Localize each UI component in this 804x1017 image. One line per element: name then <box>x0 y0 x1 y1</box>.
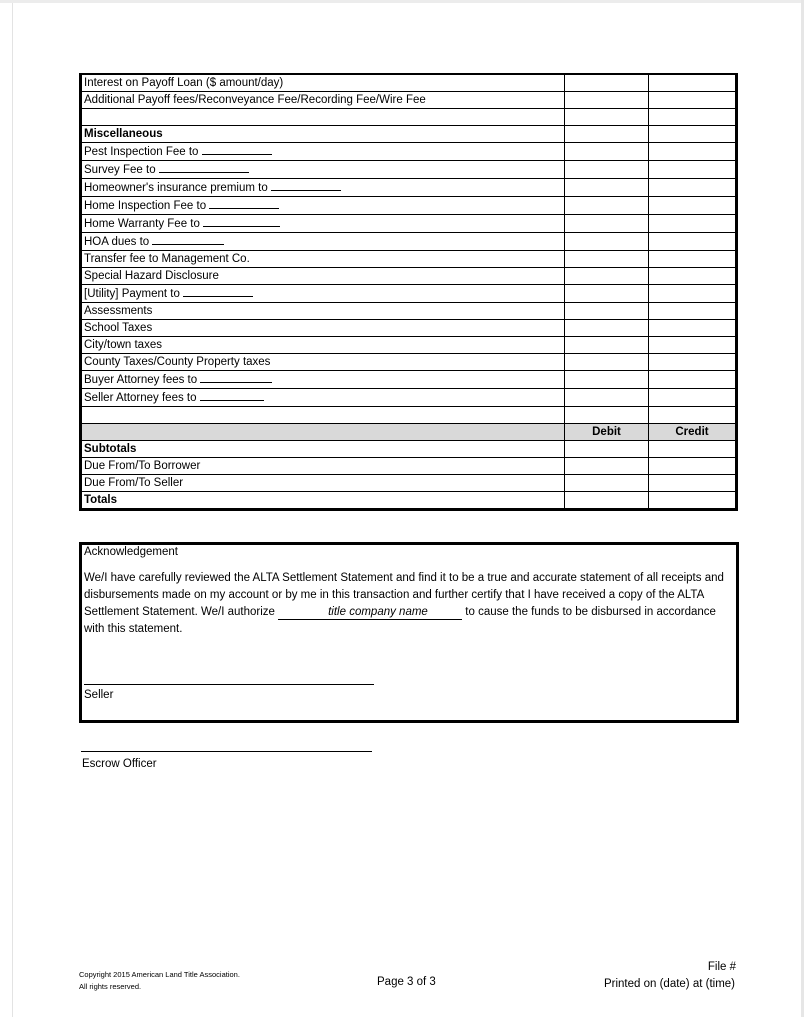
item-label: Home Warranty Fee to <box>84 218 204 230</box>
due-seller-label: Due From/To Seller <box>81 475 565 492</box>
list-item <box>81 285 565 303</box>
credit-cell <box>649 441 737 458</box>
list-item <box>81 179 565 197</box>
list-item <box>81 389 565 407</box>
credit-cell <box>649 197 737 215</box>
blank-cell <box>81 109 565 126</box>
credit-cell <box>649 215 737 233</box>
table-row <box>81 441 737 458</box>
credit-cell <box>649 74 737 92</box>
list-item: County Taxes/County Property taxes <box>81 354 565 371</box>
credit-cell <box>649 285 737 303</box>
credit-cell <box>649 475 737 492</box>
table-row <box>81 126 737 143</box>
debit-cell <box>565 126 649 143</box>
table-row <box>81 109 737 126</box>
debit-credit-header-row <box>81 424 737 441</box>
debit-cell <box>565 492 649 510</box>
item-label: HOA dues to <box>84 236 153 248</box>
header-blank <box>81 424 565 441</box>
list-item <box>81 233 565 251</box>
fill-in-blank <box>183 285 253 297</box>
rights-line: All rights reserved. <box>79 982 142 991</box>
debit-cell <box>565 233 649 251</box>
acknowledgement-text-part1: We/I have carefully reviewed the ALTA Settlement Statement and find it to be a true and accurate statement of all receipts and disbursements made on my account or by me in this transaction and further certify that I have received a copy of the ALTA Settlement Statement. We/I authorize <box>84 572 724 618</box>
credit-cell <box>649 161 737 179</box>
credit-cell <box>649 233 737 251</box>
title-company-name-field: title company name <box>278 606 462 620</box>
item-label: Homeowner's insurance premium to <box>84 182 271 194</box>
list-item <box>81 161 565 179</box>
debit-cell <box>565 371 649 389</box>
table-row <box>81 215 737 233</box>
copyright-line: Copyright 2015 American Land Title Association. <box>79 970 240 979</box>
table-row <box>81 92 737 109</box>
page-edge-left <box>12 3 13 1017</box>
totals-label: Totals <box>81 492 565 510</box>
item-label: Pest Inspection Fee to <box>84 146 202 158</box>
escrow-signature-line <box>81 751 372 752</box>
debit-cell <box>565 268 649 285</box>
item-label: [Utility] Payment to <box>84 288 184 300</box>
list-item: City/town taxes <box>81 337 565 354</box>
table-row <box>81 233 737 251</box>
subtotals-label: Subtotals <box>81 441 565 458</box>
list-item <box>81 371 565 389</box>
section-header-miscellaneous: Miscellaneous <box>81 126 565 143</box>
debit-cell <box>565 320 649 337</box>
blank-cell <box>81 407 565 424</box>
credit-cell <box>649 458 737 475</box>
table-row <box>81 320 737 337</box>
table-row <box>81 354 737 371</box>
debit-cell <box>565 197 649 215</box>
debit-cell <box>565 74 649 92</box>
printed-on-label: Printed on (date) at (time) <box>603 978 735 990</box>
debit-cell <box>565 475 649 492</box>
credit-cell <box>649 407 737 424</box>
page-number: Page 3 of 3 <box>377 976 436 988</box>
debit-cell <box>565 285 649 303</box>
credit-cell <box>649 492 737 510</box>
list-item: School Taxes <box>81 320 565 337</box>
debit-cell <box>565 441 649 458</box>
list-item: Special Hazard Disclosure <box>81 268 565 285</box>
debit-cell <box>565 354 649 371</box>
fill-in-blank <box>209 197 279 209</box>
fill-in-blank <box>203 215 280 227</box>
debit-cell <box>565 458 649 475</box>
credit-cell <box>649 371 737 389</box>
item-label: Buyer Attorney fees to <box>84 374 201 386</box>
table-row <box>81 285 737 303</box>
table-row <box>81 268 737 285</box>
due-borrower-label: Due From/To Borrower <box>81 458 565 475</box>
escrow-officer-label: Escrow Officer <box>82 758 157 770</box>
debit-cell <box>565 251 649 268</box>
fill-in-blank <box>202 143 272 155</box>
list-item <box>81 197 565 215</box>
table-row <box>81 74 737 92</box>
debit-cell <box>565 407 649 424</box>
credit-cell <box>649 320 737 337</box>
debit-cell <box>565 303 649 320</box>
credit-cell <box>649 92 737 109</box>
credit-cell <box>649 179 737 197</box>
table-row <box>81 161 737 179</box>
seller-label: Seller <box>84 689 114 701</box>
credit-cell <box>649 303 737 320</box>
credit-cell <box>649 109 737 126</box>
page-edge-top <box>0 0 804 3</box>
list-item: Transfer fee to Management Co. <box>81 251 565 268</box>
list-item <box>81 215 565 233</box>
table-row <box>81 458 737 475</box>
credit-cell <box>649 268 737 285</box>
table-row <box>81 371 737 389</box>
payoff-interest-label: Interest on Payoff Loan ($ amount/day) <box>81 74 565 92</box>
fill-in-blank <box>152 233 224 245</box>
table-row <box>81 251 737 268</box>
table-row <box>81 337 737 354</box>
debit-cell <box>565 109 649 126</box>
seller-signature-line <box>84 684 374 685</box>
debit-header: Debit <box>565 424 649 441</box>
table-row <box>81 407 737 424</box>
credit-header: Credit <box>649 424 737 441</box>
acknowledgement-box <box>79 542 739 723</box>
credit-cell <box>649 337 737 354</box>
item-label: Home Inspection Fee to <box>84 200 210 212</box>
table-row <box>81 475 737 492</box>
item-label: Survey Fee to <box>84 164 159 176</box>
table-row <box>81 303 737 320</box>
fill-in-blank <box>200 371 272 383</box>
debit-cell <box>565 337 649 354</box>
credit-cell <box>649 126 737 143</box>
settlement-table <box>79 73 738 511</box>
item-label: Seller Attorney fees to <box>84 392 200 404</box>
list-item <box>81 143 565 161</box>
list-item: Assessments <box>81 303 565 320</box>
fill-in-blank <box>159 161 249 173</box>
credit-cell <box>649 251 737 268</box>
debit-cell <box>565 161 649 179</box>
debit-cell <box>565 143 649 161</box>
file-number-label: File # <box>707 961 736 973</box>
credit-cell <box>649 354 737 371</box>
footer-copyright <box>79 969 240 993</box>
table-row <box>81 179 737 197</box>
fill-in-blank <box>271 179 341 191</box>
acknowledgement-text <box>84 570 734 638</box>
fill-in-blank <box>200 389 264 401</box>
acknowledgement-title: Acknowledgement <box>84 546 178 558</box>
table-row <box>81 492 737 510</box>
acknowledgement-text-part2: to cause the funds to be disbursed in accordance with this statement. <box>84 606 716 635</box>
table-row <box>81 197 737 215</box>
debit-cell <box>565 92 649 109</box>
payoff-fees-label: Additional Payoff fees/Reconveyance Fee/Recording Fee/Wire Fee <box>81 92 565 109</box>
table-row <box>81 143 737 161</box>
credit-cell <box>649 143 737 161</box>
table-row <box>81 389 737 407</box>
debit-cell <box>565 179 649 197</box>
credit-cell <box>649 389 737 407</box>
debit-cell <box>565 389 649 407</box>
debit-cell <box>565 215 649 233</box>
